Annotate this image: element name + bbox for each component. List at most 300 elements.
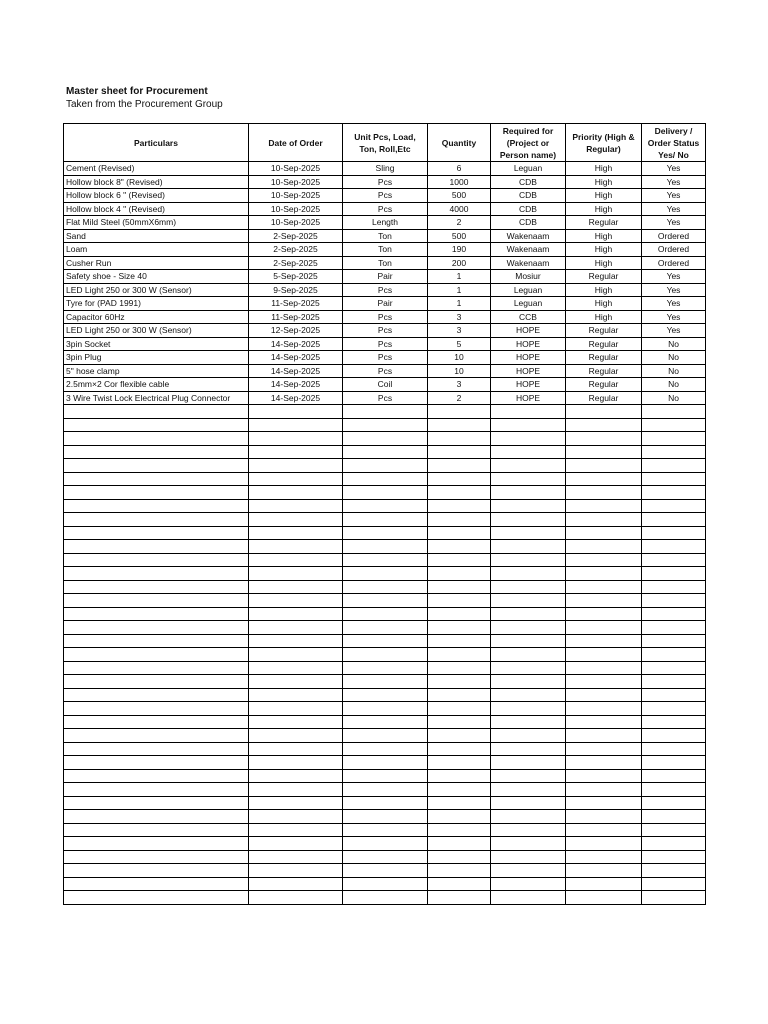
empty-cell (491, 796, 566, 810)
empty-row (64, 540, 706, 554)
empty-cell (64, 688, 249, 702)
cell-quantity: 3 (428, 324, 491, 338)
cell-quantity: 500 (428, 189, 491, 203)
empty-cell (566, 675, 642, 689)
empty-row (64, 621, 706, 635)
table-row (64, 364, 706, 378)
empty-cell (566, 850, 642, 864)
empty-cell (343, 769, 428, 783)
cell-unit: Length (343, 216, 428, 230)
header-quantity: Quantity (428, 124, 491, 162)
empty-cell (249, 607, 343, 621)
empty-row (64, 810, 706, 824)
empty-cell (64, 594, 249, 608)
empty-cell (343, 823, 428, 837)
cell-particulars: 5" hose clamp (64, 364, 249, 378)
empty-cell (642, 661, 706, 675)
cell-priority: Regular (566, 337, 642, 351)
empty-cell (249, 472, 343, 486)
empty-row (64, 567, 706, 581)
cell-delivery-status: No (642, 391, 706, 405)
cell-required-for: CCB (491, 310, 566, 324)
empty-cell (343, 594, 428, 608)
empty-cell (428, 729, 491, 743)
cell-delivery-status: Ordered (642, 256, 706, 270)
empty-cell (566, 405, 642, 419)
empty-cell (343, 675, 428, 689)
empty-cell (428, 486, 491, 500)
empty-cell (566, 729, 642, 743)
empty-cell (566, 769, 642, 783)
cell-priority: Regular (566, 378, 642, 392)
empty-cell (428, 432, 491, 446)
empty-cell (642, 756, 706, 770)
empty-cell (428, 715, 491, 729)
cell-priority: Regular (566, 270, 642, 284)
empty-row (64, 688, 706, 702)
cell-priority: High (566, 256, 642, 270)
empty-cell (64, 580, 249, 594)
empty-cell (642, 729, 706, 743)
table-body (64, 162, 706, 905)
empty-cell (343, 756, 428, 770)
cell-delivery-status: Yes (642, 175, 706, 189)
cell-particulars: Safety shoe - Size 40 (64, 270, 249, 284)
cell-quantity: 6 (428, 162, 491, 176)
empty-cell (343, 729, 428, 743)
empty-cell (249, 445, 343, 459)
empty-cell (64, 769, 249, 783)
empty-cell (343, 553, 428, 567)
cell-unit: Pcs (343, 324, 428, 338)
empty-cell (64, 823, 249, 837)
cell-date-of-order: 10-Sep-2025 (249, 175, 343, 189)
empty-cell (566, 702, 642, 716)
empty-cell (343, 499, 428, 513)
cell-particulars: Sand (64, 229, 249, 243)
empty-cell (491, 513, 566, 527)
empty-cell (249, 418, 343, 432)
empty-cell (249, 594, 343, 608)
empty-cell (249, 742, 343, 756)
cell-delivery-status: Yes (642, 189, 706, 203)
empty-cell (642, 445, 706, 459)
cell-unit: Ton (343, 256, 428, 270)
empty-cell (491, 499, 566, 513)
cell-date-of-order: 11-Sep-2025 (249, 297, 343, 311)
empty-cell (343, 513, 428, 527)
empty-cell (64, 675, 249, 689)
cell-delivery-status: Yes (642, 297, 706, 311)
empty-cell (249, 715, 343, 729)
cell-required-for: Wakenaam (491, 256, 566, 270)
table-row (64, 324, 706, 338)
document-subtitle: Taken from the Procurement Group (66, 99, 223, 110)
empty-cell (566, 567, 642, 581)
empty-cell (491, 675, 566, 689)
empty-cell (64, 486, 249, 500)
empty-cell (491, 445, 566, 459)
cell-particulars: 3pin Socket (64, 337, 249, 351)
table-row (64, 351, 706, 365)
cell-quantity: 200 (428, 256, 491, 270)
empty-cell (64, 810, 249, 824)
empty-cell (428, 648, 491, 662)
empty-row (64, 796, 706, 810)
empty-row (64, 526, 706, 540)
table-row (64, 189, 706, 203)
empty-row (64, 648, 706, 662)
cell-date-of-order: 11-Sep-2025 (249, 310, 343, 324)
cell-unit: Pcs (343, 364, 428, 378)
empty-cell (491, 486, 566, 500)
empty-cell (428, 594, 491, 608)
empty-cell (64, 783, 249, 797)
empty-cell (428, 418, 491, 432)
empty-cell (491, 756, 566, 770)
empty-cell (566, 445, 642, 459)
empty-cell (64, 837, 249, 851)
cell-priority: Regular (566, 216, 642, 230)
empty-cell (343, 837, 428, 851)
empty-cell (64, 648, 249, 662)
cell-particulars: Hollow block 4 " (Revised) (64, 202, 249, 216)
empty-cell (642, 621, 706, 635)
cell-delivery-status: Yes (642, 202, 706, 216)
empty-cell (64, 432, 249, 446)
cell-required-for: Mosiur (491, 270, 566, 284)
empty-cell (249, 499, 343, 513)
empty-cell (249, 634, 343, 648)
empty-cell (428, 634, 491, 648)
empty-cell (642, 810, 706, 824)
empty-cell (642, 405, 706, 419)
empty-cell (566, 796, 642, 810)
empty-row (64, 594, 706, 608)
cell-date-of-order: 9-Sep-2025 (249, 283, 343, 297)
cell-unit: Pair (343, 270, 428, 284)
empty-cell (249, 796, 343, 810)
empty-cell (249, 783, 343, 797)
empty-cell (642, 877, 706, 891)
empty-cell (249, 891, 343, 905)
empty-cell (642, 891, 706, 905)
empty-row (64, 769, 706, 783)
empty-row (64, 850, 706, 864)
empty-cell (566, 837, 642, 851)
cell-particulars: 3pin Plug (64, 351, 249, 365)
cell-delivery-status: Yes (642, 216, 706, 230)
table-row (64, 297, 706, 311)
empty-cell (642, 702, 706, 716)
empty-cell (249, 580, 343, 594)
cell-unit: Coil (343, 378, 428, 392)
empty-cell (566, 486, 642, 500)
empty-cell (566, 891, 642, 905)
empty-cell (343, 634, 428, 648)
header-row (64, 124, 706, 162)
empty-cell (428, 553, 491, 567)
empty-cell (428, 459, 491, 473)
cell-date-of-order: 10-Sep-2025 (249, 189, 343, 203)
empty-cell (64, 621, 249, 635)
empty-cell (642, 607, 706, 621)
cell-quantity: 1 (428, 270, 491, 284)
empty-cell (249, 459, 343, 473)
empty-row (64, 891, 706, 905)
cell-particulars: Cement (Revised) (64, 162, 249, 176)
empty-cell (491, 688, 566, 702)
empty-row (64, 877, 706, 891)
empty-cell (428, 810, 491, 824)
empty-cell (642, 850, 706, 864)
empty-cell (491, 877, 566, 891)
empty-cell (64, 661, 249, 675)
empty-cell (491, 405, 566, 419)
empty-cell (566, 553, 642, 567)
empty-cell (491, 891, 566, 905)
empty-cell (566, 418, 642, 432)
empty-row (64, 823, 706, 837)
cell-quantity: 1 (428, 283, 491, 297)
cell-required-for: Wakenaam (491, 229, 566, 243)
empty-cell (249, 540, 343, 554)
cell-priority: Regular (566, 351, 642, 365)
empty-cell (343, 445, 428, 459)
cell-required-for: Leguan (491, 297, 566, 311)
cell-quantity: 5 (428, 337, 491, 351)
empty-cell (428, 472, 491, 486)
empty-cell (343, 418, 428, 432)
empty-cell (343, 891, 428, 905)
empty-cell (566, 688, 642, 702)
empty-cell (491, 594, 566, 608)
cell-unit: Sling (343, 162, 428, 176)
empty-row (64, 742, 706, 756)
empty-cell (642, 648, 706, 662)
empty-cell (566, 472, 642, 486)
cell-quantity: 1000 (428, 175, 491, 189)
cell-required-for: HOPE (491, 324, 566, 338)
cell-required-for: Leguan (491, 283, 566, 297)
cell-particulars: Cusher Run (64, 256, 249, 270)
empty-cell (491, 580, 566, 594)
cell-quantity: 3 (428, 310, 491, 324)
empty-cell (343, 796, 428, 810)
empty-cell (566, 526, 642, 540)
empty-cell (64, 472, 249, 486)
cell-date-of-order: 10-Sep-2025 (249, 216, 343, 230)
empty-cell (491, 729, 566, 743)
cell-priority: High (566, 229, 642, 243)
empty-cell (642, 864, 706, 878)
empty-cell (642, 553, 706, 567)
cell-unit: Pair (343, 297, 428, 311)
empty-cell (428, 796, 491, 810)
empty-cell (64, 715, 249, 729)
table-row (64, 216, 706, 230)
cell-priority: High (566, 283, 642, 297)
empty-cell (428, 864, 491, 878)
empty-cell (343, 459, 428, 473)
empty-cell (491, 634, 566, 648)
empty-cell (642, 580, 706, 594)
cell-required-for: HOPE (491, 364, 566, 378)
empty-cell (343, 607, 428, 621)
empty-cell (64, 891, 249, 905)
empty-row (64, 661, 706, 675)
empty-cell (64, 702, 249, 716)
cell-quantity: 10 (428, 351, 491, 365)
empty-cell (64, 418, 249, 432)
cell-delivery-status: No (642, 364, 706, 378)
header-date-of-order: Date of Order (249, 124, 343, 162)
empty-row (64, 864, 706, 878)
cell-priority: High (566, 310, 642, 324)
cell-delivery-status: Yes (642, 283, 706, 297)
empty-cell (64, 756, 249, 770)
empty-cell (491, 621, 566, 635)
empty-cell (428, 580, 491, 594)
empty-cell (491, 742, 566, 756)
empty-cell (642, 486, 706, 500)
empty-cell (428, 499, 491, 513)
empty-cell (642, 783, 706, 797)
empty-row (64, 729, 706, 743)
cell-quantity: 2 (428, 391, 491, 405)
empty-cell (249, 526, 343, 540)
empty-cell (642, 418, 706, 432)
empty-cell (566, 783, 642, 797)
cell-unit: Ton (343, 243, 428, 257)
cell-priority: High (566, 162, 642, 176)
empty-cell (64, 634, 249, 648)
empty-cell (491, 810, 566, 824)
empty-cell (343, 567, 428, 581)
cell-quantity: 3 (428, 378, 491, 392)
empty-cell (642, 769, 706, 783)
empty-cell (642, 634, 706, 648)
empty-cell (249, 877, 343, 891)
empty-row (64, 756, 706, 770)
empty-cell (428, 702, 491, 716)
empty-row (64, 634, 706, 648)
empty-cell (491, 823, 566, 837)
empty-cell (249, 621, 343, 635)
empty-cell (249, 648, 343, 662)
cell-required-for: CDB (491, 216, 566, 230)
header-priority: Priority (High & Regular) (566, 124, 642, 162)
empty-cell (343, 688, 428, 702)
empty-cell (428, 756, 491, 770)
empty-row (64, 513, 706, 527)
cell-required-for: Wakenaam (491, 243, 566, 257)
cell-priority: Regular (566, 391, 642, 405)
empty-cell (566, 634, 642, 648)
empty-cell (64, 526, 249, 540)
header-unit: Unit Pcs, Load, Ton, Roll,Etc (343, 124, 428, 162)
empty-cell (249, 553, 343, 567)
header-particulars: Particulars (64, 124, 249, 162)
cell-particulars: Hollow block 8" (Revised) (64, 175, 249, 189)
empty-row (64, 607, 706, 621)
cell-delivery-status: No (642, 337, 706, 351)
empty-cell (343, 864, 428, 878)
cell-particulars: Loam (64, 243, 249, 257)
empty-cell (428, 823, 491, 837)
empty-cell (428, 567, 491, 581)
cell-priority: Regular (566, 324, 642, 338)
empty-row (64, 783, 706, 797)
cell-date-of-order: 12-Sep-2025 (249, 324, 343, 338)
empty-cell (343, 472, 428, 486)
empty-cell (566, 877, 642, 891)
cell-priority: High (566, 243, 642, 257)
empty-cell (428, 742, 491, 756)
empty-cell (64, 729, 249, 743)
table-row (64, 256, 706, 270)
empty-cell (642, 823, 706, 837)
cell-required-for: HOPE (491, 351, 566, 365)
cell-delivery-status: Ordered (642, 229, 706, 243)
cell-priority: High (566, 175, 642, 189)
empty-row (64, 445, 706, 459)
empty-cell (249, 850, 343, 864)
empty-cell (428, 675, 491, 689)
empty-cell (249, 729, 343, 743)
table-row (64, 229, 706, 243)
empty-cell (491, 432, 566, 446)
cell-quantity: 4000 (428, 202, 491, 216)
empty-cell (428, 769, 491, 783)
empty-row (64, 715, 706, 729)
empty-cell (343, 486, 428, 500)
cell-date-of-order: 14-Sep-2025 (249, 378, 343, 392)
empty-cell (642, 594, 706, 608)
empty-row (64, 418, 706, 432)
cell-date-of-order: 10-Sep-2025 (249, 162, 343, 176)
empty-cell (343, 810, 428, 824)
cell-priority: High (566, 297, 642, 311)
cell-date-of-order: 14-Sep-2025 (249, 337, 343, 351)
empty-cell (642, 513, 706, 527)
empty-cell (642, 499, 706, 513)
empty-row (64, 459, 706, 473)
cell-required-for: HOPE (491, 391, 566, 405)
empty-cell (428, 783, 491, 797)
empty-cell (491, 553, 566, 567)
empty-cell (566, 715, 642, 729)
empty-cell (491, 783, 566, 797)
empty-cell (642, 567, 706, 581)
empty-cell (566, 432, 642, 446)
empty-cell (249, 810, 343, 824)
empty-row (64, 499, 706, 513)
empty-row (64, 405, 706, 419)
cell-quantity: 2 (428, 216, 491, 230)
empty-cell (343, 540, 428, 554)
cell-delivery-status: No (642, 351, 706, 365)
empty-cell (249, 688, 343, 702)
empty-cell (642, 540, 706, 554)
header-delivery-status: Delivery / Order Status Yes/ No (642, 124, 706, 162)
empty-cell (249, 675, 343, 689)
empty-cell (491, 567, 566, 581)
empty-row (64, 702, 706, 716)
empty-cell (428, 405, 491, 419)
cell-particulars: 3 Wire Twist Lock Electrical Plug Connector (64, 391, 249, 405)
empty-cell (249, 567, 343, 581)
